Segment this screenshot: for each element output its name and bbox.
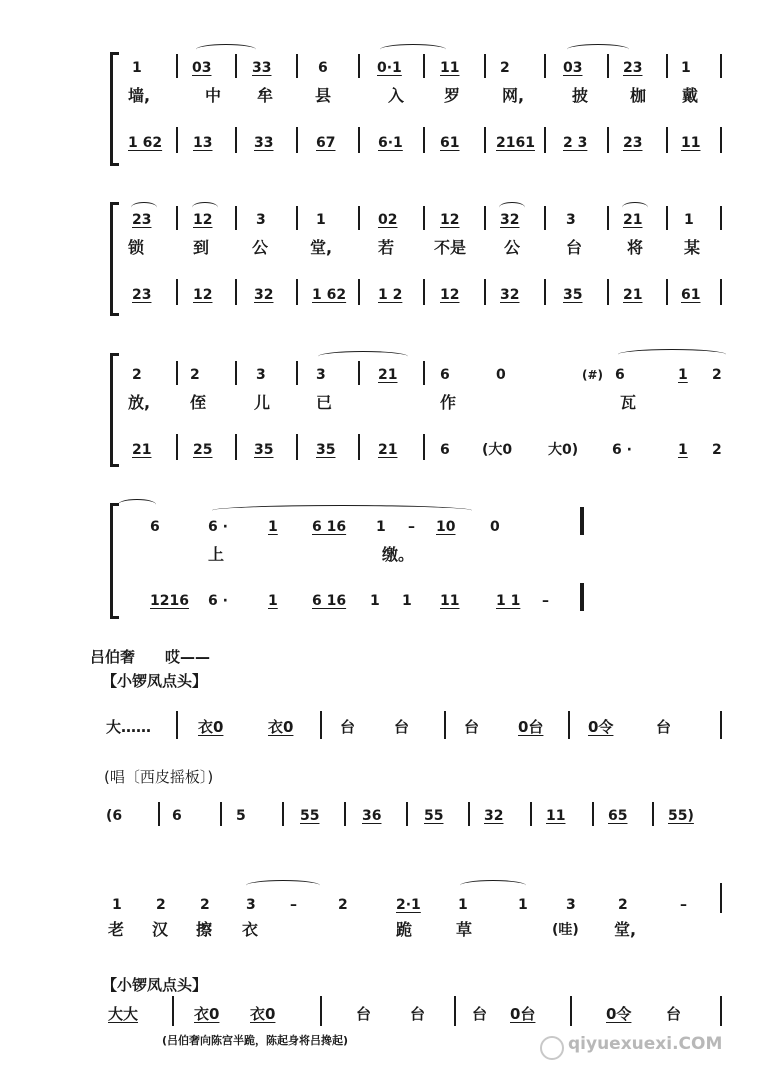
note: 35 bbox=[563, 287, 583, 303]
note: 11 bbox=[681, 135, 701, 151]
note: 2 bbox=[132, 367, 142, 383]
note: 1216 bbox=[150, 593, 189, 609]
lyric: 已 bbox=[316, 393, 333, 412]
accompaniment-row bbox=[0, 133, 760, 159]
lyrics-row bbox=[0, 86, 760, 112]
lyric: 牟 bbox=[257, 86, 274, 105]
note: 32 bbox=[500, 287, 520, 303]
note: 33 bbox=[254, 135, 274, 151]
note: 65 bbox=[608, 808, 628, 824]
lyric: 作 bbox=[440, 393, 457, 412]
note: (6 bbox=[106, 808, 123, 824]
note: 1 bbox=[684, 212, 694, 228]
note: 11 bbox=[440, 593, 460, 609]
gong-syllable: 台 bbox=[394, 718, 410, 736]
accompaniment-row bbox=[0, 285, 760, 311]
aria-type-marker: (唱〔西皮摇板〕) bbox=[104, 768, 214, 786]
note: 32 bbox=[484, 808, 504, 824]
note: 12 bbox=[193, 212, 213, 228]
lyric: 网, bbox=[502, 86, 525, 105]
lyric: 堂, bbox=[310, 238, 333, 257]
note: 1 bbox=[370, 593, 380, 609]
note: 2·1 bbox=[396, 897, 421, 913]
score-system-3 bbox=[0, 345, 760, 470]
watermark-logo-icon bbox=[540, 1036, 564, 1060]
note: 21 bbox=[623, 212, 643, 228]
note: 3 bbox=[256, 212, 266, 228]
note: 55 bbox=[300, 808, 320, 824]
note: 23 bbox=[132, 212, 152, 228]
note: 3 bbox=[566, 212, 576, 228]
lyric: 若 bbox=[378, 238, 395, 257]
note: 13 bbox=[193, 135, 213, 151]
lyric: 将 bbox=[627, 238, 644, 257]
note: 1 bbox=[268, 519, 278, 535]
note: 2 bbox=[156, 897, 166, 913]
note: 35 bbox=[316, 442, 336, 458]
note: (#) bbox=[582, 368, 604, 382]
speaker-name: 吕伯奢 bbox=[90, 648, 136, 666]
note: 35 bbox=[254, 442, 274, 458]
note: 32 bbox=[500, 212, 520, 228]
note: 6 · bbox=[612, 442, 632, 458]
lyrics-row bbox=[0, 545, 760, 571]
note: – bbox=[408, 519, 415, 535]
note: 61 bbox=[681, 287, 701, 303]
note: – bbox=[680, 897, 687, 913]
note: 21 bbox=[132, 442, 152, 458]
note: 6·1 bbox=[378, 135, 403, 151]
note: 6 bbox=[318, 60, 328, 76]
gong-syllable: 台 bbox=[340, 718, 356, 736]
note: 12 bbox=[440, 212, 460, 228]
note: 0·1 bbox=[377, 60, 402, 76]
lyric: (哇) bbox=[552, 922, 579, 938]
gong-syllable: 0令 bbox=[588, 718, 614, 736]
lyric: 草 bbox=[456, 920, 473, 939]
score-system-1 bbox=[0, 40, 760, 165]
note: 67 bbox=[316, 135, 336, 151]
lyric: 公 bbox=[504, 238, 521, 257]
score-system-4 bbox=[0, 495, 760, 620]
note: 2 bbox=[500, 60, 510, 76]
note: 6 bbox=[615, 367, 625, 383]
note: 61 bbox=[440, 135, 460, 151]
note: 6 bbox=[440, 367, 450, 383]
note: 03 bbox=[563, 60, 583, 76]
lyric: 汉 bbox=[152, 920, 169, 939]
note: 2 bbox=[712, 367, 722, 383]
note: 1 1 bbox=[496, 593, 521, 609]
gong-syllable: 台 bbox=[666, 1005, 682, 1023]
note: 1 bbox=[316, 212, 326, 228]
note: 1 62 bbox=[128, 135, 163, 151]
melody-row bbox=[0, 58, 760, 84]
lyric: 公 bbox=[252, 238, 269, 257]
note: 6 · bbox=[208, 593, 228, 609]
lyric: 堂, bbox=[614, 920, 637, 939]
lyric: 墙, bbox=[128, 86, 151, 105]
note: 02 bbox=[378, 212, 398, 228]
instrumental-intro-row bbox=[0, 806, 760, 832]
note: 6 bbox=[172, 808, 182, 824]
lyric: 中 bbox=[205, 86, 222, 105]
note: 1 bbox=[132, 60, 142, 76]
gong-syllable: 衣0 bbox=[198, 718, 224, 736]
aria-lyrics-row bbox=[0, 920, 760, 946]
gong-syllable: 大…… bbox=[106, 718, 152, 736]
watermark: qiyuexuexi.COM bbox=[568, 1034, 723, 1054]
gong-syllable: 台 bbox=[356, 1005, 372, 1023]
note: 1 bbox=[678, 442, 688, 458]
note: 25 bbox=[193, 442, 213, 458]
note: 10 bbox=[436, 519, 456, 535]
lyric: 披 bbox=[572, 86, 589, 105]
accompaniment-row bbox=[0, 440, 760, 466]
note: 1 bbox=[376, 519, 386, 535]
lyric: 戴 bbox=[682, 86, 699, 105]
gong-syllable: 台 bbox=[410, 1005, 426, 1023]
percussion-row-1 bbox=[0, 717, 760, 743]
note: 2 bbox=[338, 897, 348, 913]
lyric: 上 bbox=[208, 545, 225, 564]
lyric: 侄 bbox=[190, 393, 207, 412]
note: 1 bbox=[681, 60, 691, 76]
note: 1 bbox=[402, 593, 412, 609]
note: 3 bbox=[246, 897, 256, 913]
lyric: 衣 bbox=[242, 920, 259, 939]
note: 2161 bbox=[496, 135, 535, 151]
note: 6 · bbox=[208, 519, 228, 535]
note: 11 bbox=[440, 60, 460, 76]
note: 6 bbox=[440, 442, 450, 458]
note: 3 bbox=[566, 897, 576, 913]
note: 55) bbox=[668, 808, 694, 824]
lyric: 不是 bbox=[434, 238, 467, 257]
accompaniment-row bbox=[0, 591, 760, 617]
lyric: 台 bbox=[566, 238, 583, 257]
note: 23 bbox=[623, 60, 643, 76]
note: 36 bbox=[362, 808, 382, 824]
note: 3 bbox=[316, 367, 326, 383]
melody-row bbox=[0, 210, 760, 236]
lyric: 枷 bbox=[630, 86, 647, 105]
note: 1 62 bbox=[312, 287, 347, 303]
gong-syllable: 0令 bbox=[606, 1005, 632, 1023]
note: 55 bbox=[424, 808, 444, 824]
note: 11 bbox=[546, 808, 566, 824]
stage-direction: (吕伯奢向陈宫半跪，陈起身将吕搀起) bbox=[162, 1034, 349, 1047]
note: 6 bbox=[150, 519, 160, 535]
gong-syllable: 台 bbox=[464, 718, 480, 736]
percussion-pattern-label: 【小锣凤点头】 bbox=[102, 672, 208, 690]
gong-syllable: 衣0 bbox=[194, 1005, 220, 1023]
lyric: 放, bbox=[128, 393, 151, 412]
gong-syllable: 大大 bbox=[108, 1005, 139, 1023]
lyric: 罗 bbox=[444, 86, 461, 105]
lyric: 缴。 bbox=[382, 545, 415, 564]
note: 6 16 bbox=[312, 519, 347, 535]
note: 1 bbox=[678, 367, 688, 383]
note: 6 16 bbox=[312, 593, 347, 609]
note: 03 bbox=[192, 60, 212, 76]
lyric: 到 bbox=[193, 238, 210, 257]
melody-row bbox=[0, 365, 760, 391]
note: – bbox=[290, 897, 297, 913]
note: 0 bbox=[496, 367, 506, 383]
lyric: 县 bbox=[315, 86, 332, 105]
speech-text: 哎—— bbox=[165, 648, 211, 666]
lyric: 老 bbox=[108, 920, 125, 939]
lyric: 擦 bbox=[196, 920, 213, 939]
note: 1 bbox=[268, 593, 278, 609]
percussion-row-2 bbox=[0, 1004, 760, 1030]
lyric: 某 bbox=[684, 238, 701, 257]
note: 21 bbox=[378, 367, 398, 383]
melody-row bbox=[0, 517, 760, 543]
note: 1 bbox=[518, 897, 528, 913]
lyric: 跪 bbox=[396, 920, 413, 939]
note: 32 bbox=[254, 287, 274, 303]
lyrics-row bbox=[0, 393, 760, 419]
lyric: 儿 bbox=[254, 393, 271, 412]
note: 5 bbox=[236, 808, 246, 824]
note: 1 bbox=[112, 897, 122, 913]
note: 大0) bbox=[548, 442, 579, 458]
note: 12 bbox=[440, 287, 460, 303]
note: 0 bbox=[490, 519, 500, 535]
note: 23 bbox=[132, 287, 152, 303]
gong-syllable: 衣0 bbox=[250, 1005, 276, 1023]
lyric: 入 bbox=[388, 86, 405, 105]
lyrics-row bbox=[0, 238, 760, 264]
gong-syllable: 台 bbox=[656, 718, 672, 736]
note: 2 bbox=[190, 367, 200, 383]
note: 2 bbox=[712, 442, 722, 458]
lyric: 瓦 bbox=[620, 393, 637, 412]
gong-syllable: 0台 bbox=[518, 718, 544, 736]
note: 21 bbox=[378, 442, 398, 458]
note: 12 bbox=[193, 287, 213, 303]
note: 1 bbox=[458, 897, 468, 913]
percussion-pattern-label: 【小锣凤点头】 bbox=[102, 976, 208, 994]
note: 33 bbox=[252, 60, 272, 76]
note: 2 3 bbox=[563, 135, 588, 151]
gong-syllable: 台 bbox=[472, 1005, 488, 1023]
note: 1 2 bbox=[378, 287, 403, 303]
score-system-2 bbox=[0, 190, 760, 315]
note: 21 bbox=[623, 287, 643, 303]
note: 2 bbox=[200, 897, 210, 913]
note: (大0 bbox=[482, 442, 513, 458]
aria-melody-row bbox=[0, 895, 760, 921]
lyric: 锁 bbox=[128, 238, 145, 257]
note: 23 bbox=[623, 135, 643, 151]
note: – bbox=[542, 593, 549, 609]
note: 2 bbox=[618, 897, 628, 913]
note: 3 bbox=[256, 367, 266, 383]
gong-syllable: 0台 bbox=[510, 1005, 536, 1023]
gong-syllable: 衣0 bbox=[268, 718, 294, 736]
